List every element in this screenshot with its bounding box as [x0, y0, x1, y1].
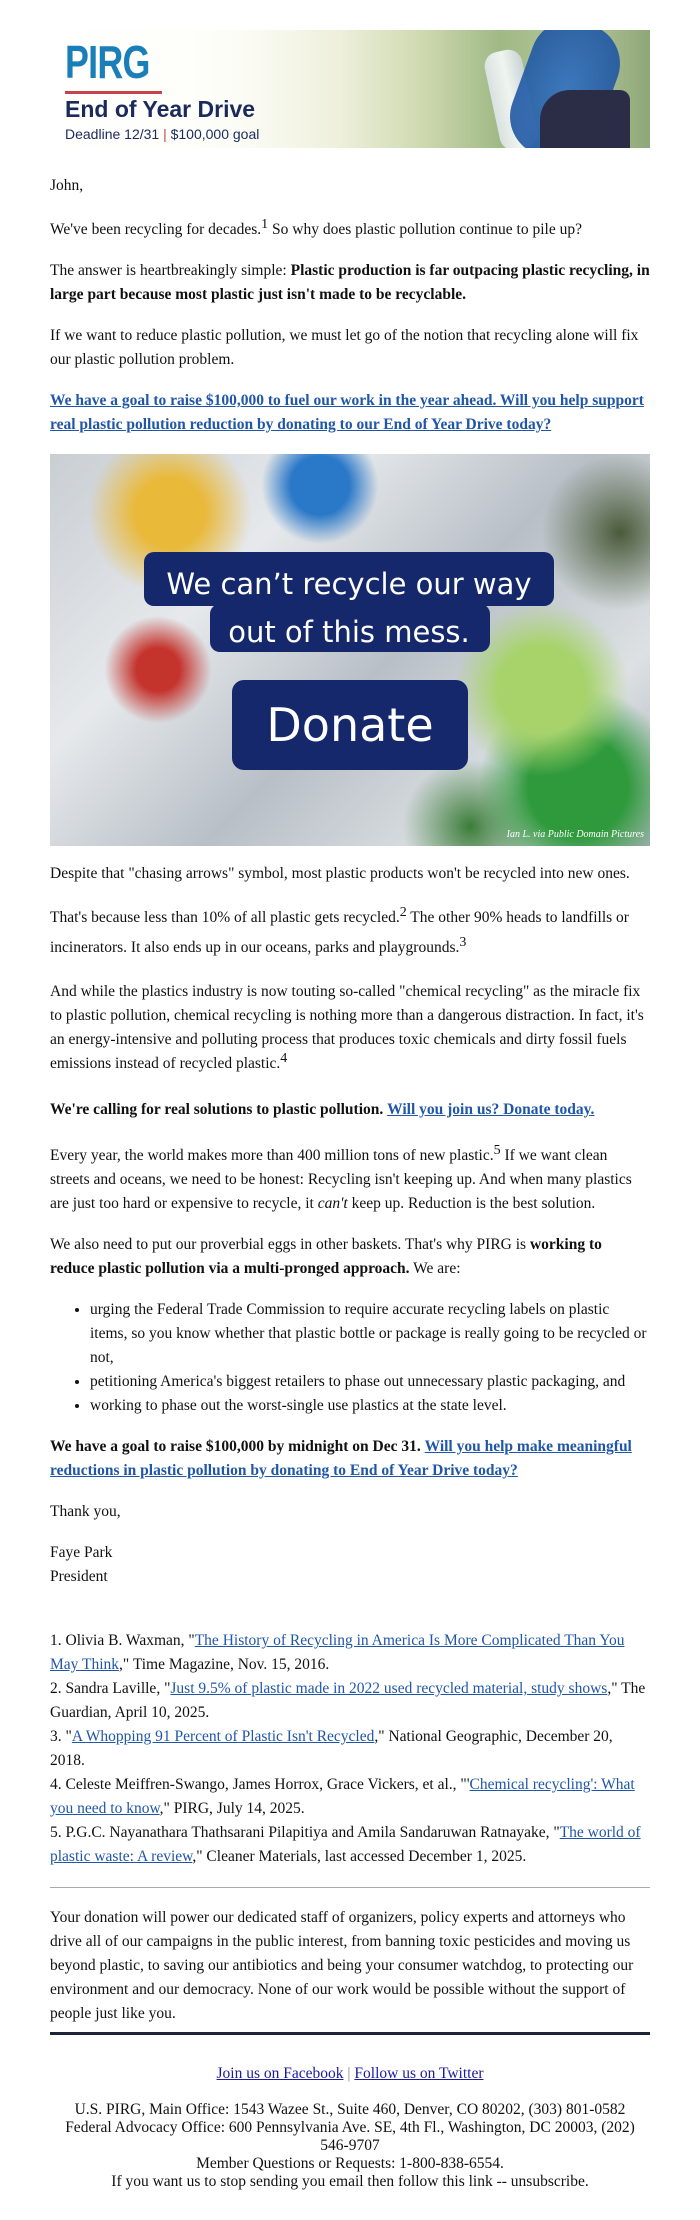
main-office-address: U.S. PIRG, Main Office: 1543 Wazee St., Suite 460, Denver, CO 80202, (303) 801-0582 — [74, 2101, 626, 2118]
footnote-link[interactable]: Just 9.5% of plastic made in 2022 used recycled material, study shows — [170, 1680, 608, 1697]
footnote-ref: 5 — [493, 1143, 501, 1158]
logo-underline — [65, 91, 162, 94]
paragraph-7 — [50, 1098, 650, 1122]
facebook-link[interactable]: Join us on Facebook — [216, 2065, 344, 2082]
text: We've been recycling for decades. — [50, 221, 262, 238]
donate-link-2[interactable]: Will you help make meaningful reductions in plastic pollution by donating to End of Year Drive today? — [50, 1438, 632, 1479]
text: 4. Celeste Meiffren-Swango, James Horrox, Grace Vickers, et al., "' — [50, 1776, 470, 1793]
goal: $100,000 goal — [170, 126, 260, 142]
text: ," Time Magazine, Nov. 15, 2016. — [119, 1656, 330, 1673]
text: That's because less than 10% of all plastic gets recycled. — [50, 909, 400, 926]
text: So why does plastic pollution continue to pile up? — [268, 221, 582, 238]
text: Every year, the world makes more than 400 million tons of new plastic. — [50, 1147, 494, 1164]
paragraph-2 — [50, 259, 650, 307]
photo-credit: Ian L. via Public Domain Pictures — [506, 829, 644, 840]
text: And while the plastics industry is now touting so-called "chemical recycling" as the miracle fix to plastic pollution, chemical recycling is nothing more than a dangerous distraction. In fact, it's an energy-intensive and polluting process that produces toxic chemicals and dirty fossil fuels emissions instead of recycled plastic. — [50, 983, 644, 1072]
paragraph-6 — [50, 980, 650, 1076]
paragraph-9 — [50, 1233, 650, 1281]
bold-text: We have a goal to raise $100,000 by midnight on Dec 31. — [50, 1438, 421, 1455]
footnote-link[interactable]: The world of plastic waste: A review — [50, 1824, 641, 1865]
footnote — [50, 1677, 650, 1725]
donate-link[interactable]: We have a goal to raise $100,000 to fuel our work in the year ahead. Will you help support real plastic pollution reduction by donating to our End of Year Drive today? — [50, 392, 644, 433]
paragraph-3: If we want to reduce plastic pollution, we must let go of the notion that recycling alone will fix our plastic pollution problem. — [50, 327, 639, 368]
text: 2. Sandra Laville, " — [50, 1680, 171, 1697]
footnotes — [50, 1629, 650, 1869]
cta-paragraph-1 — [50, 389, 650, 437]
paragraph-10 — [50, 1435, 650, 1483]
footnote-link[interactable]: Chemical recycling': What you need to know — [50, 1776, 635, 1817]
closing: Thank you, — [50, 1503, 121, 1520]
footnote-ref: 2 — [399, 905, 407, 920]
member-contact: Member Questions or Requests: 1-800-838-6554. — [196, 2155, 504, 2172]
header-banner — [50, 30, 650, 148]
greeting: John, — [50, 177, 84, 194]
trash-bag-graphic — [540, 90, 630, 148]
twitter-link[interactable]: Follow us on Twitter — [354, 2065, 484, 2082]
campaign-subtitle — [65, 126, 259, 142]
unsubscribe-text[interactable]: If you want us to stop sending you email then follow this link -- unsubscribe. — [111, 2173, 589, 2190]
social-links — [50, 2065, 650, 2083]
text: We also need to put our proverbial eggs in other baskets. That's why PIRG is — [50, 1236, 530, 1253]
footnote — [50, 1821, 650, 1869]
text: 3. " — [50, 1728, 72, 1745]
paragraph-1 — [50, 218, 650, 242]
bold-text: working to reduce plastic pollution via a multi-pronged approach. — [50, 1236, 602, 1277]
footnote — [50, 1773, 650, 1821]
footer-divider — [50, 2032, 650, 2035]
donate-button[interactable]: Donate — [232, 680, 468, 770]
text: ," Cleaner Materials, last accessed December 1, 2025. — [192, 1848, 527, 1865]
footer — [50, 2065, 650, 2191]
signer-name: Faye Park — [50, 1544, 113, 1561]
text: We are: — [409, 1260, 461, 1277]
text: ," PIRG, July 14, 2025. — [159, 1800, 305, 1817]
paragraph-8 — [50, 1144, 650, 1216]
text: The other 90% heads to landfills or incinerators. It also ends up in our oceans, parks and playgrounds. — [50, 909, 629, 956]
divider — [50, 1887, 650, 1888]
deadline: Deadline 12/31 — [65, 126, 160, 142]
list-item: • petitioning America's biggest retailers to phase out unnecessary plastic packaging, and — [90, 1370, 650, 1394]
text: ," The Guardian, April 10, 2025. — [50, 1680, 646, 1721]
email-body — [50, 0, 650, 2191]
federal-office-address: Federal Advocacy Office: 600 Pennsylvania Ave. SE, 4th Fl., Washington, DC 20003, (202) 546-9707 — [65, 2119, 635, 2154]
approach-list — [50, 1298, 650, 1418]
text: 5. P.G.C. Nayanathara Thathsarani Pilapitiya and Amila Sandaruwan Ratnayake, " — [50, 1824, 560, 1841]
separator: | — [347, 2065, 351, 2082]
donate-banner-image[interactable] — [50, 454, 650, 846]
footnote-ref: 4 — [280, 1051, 288, 1066]
signature — [50, 1541, 650, 1589]
footnote-link[interactable]: The History of Recycling in America Is More Complicated Than You May Think — [50, 1632, 625, 1673]
paragraph-5 — [50, 903, 650, 963]
text: 1. Olivia B. Waxman, " — [50, 1632, 195, 1649]
banner-message: We can’t recycle our way out of this mess. — [166, 567, 532, 649]
footnote-ref: 3 — [459, 935, 467, 950]
list-item: • working to phase out the worst-single use plastics at the state level. — [90, 1394, 650, 1418]
bold-text: Plastic production is far outpacing plastic recycling, in large part because most plastic just isn't made to be recyclable. — [50, 262, 650, 303]
donate-today-link[interactable]: Will you join us? Donate today. — [387, 1101, 595, 1118]
paragraph-4: Despite that "chasing arrows" symbol, most plastic products won't be recycled into new ones. — [50, 865, 630, 882]
list-item: • urging the Federal Trade Commission to require accurate recycling labels on plastic items, so you know whether that plastic bottle or package is really going to be recycled or not, — [90, 1298, 650, 1370]
separator: | — [163, 126, 167, 142]
text: The answer is heartbreakingly simple: — [50, 262, 291, 279]
text: keep up. Reduction is the best solution. — [347, 1195, 596, 1212]
footnote — [50, 1725, 650, 1773]
footnote — [50, 1629, 650, 1677]
signer-title: President — [50, 1568, 108, 1585]
donation-note: Your donation will power our dedicated staff of organizers, policy experts and attorneys who drive all of our campaigns in the public interest, from banning toxic pesticides and moving us beyond plastic, to saving our antibiotics and being your consumer watchdog, to protecting our environment and our democracy. None of our work would be possible without the support of people just like you. — [50, 1909, 634, 2022]
pirg-logo: PIRG — [65, 36, 150, 88]
text: If we want clean streets and oceans, we need to be honest: Recycling isn't keeping up. And when many plastics are just too hard or expensive to recycle, it — [50, 1147, 632, 1212]
campaign-title: End of Year Drive — [65, 96, 256, 122]
text: ," National Geographic, December 20, 2018. — [50, 1728, 613, 1769]
bold-text: We're calling for real solutions to plastic pollution. — [50, 1101, 384, 1118]
footnote-ref: 1 — [261, 217, 269, 232]
footnote-link[interactable]: A Whopping 91 Percent of Plastic Isn't Recycled — [71, 1728, 375, 1745]
italic-text: can't — [317, 1195, 348, 1212]
